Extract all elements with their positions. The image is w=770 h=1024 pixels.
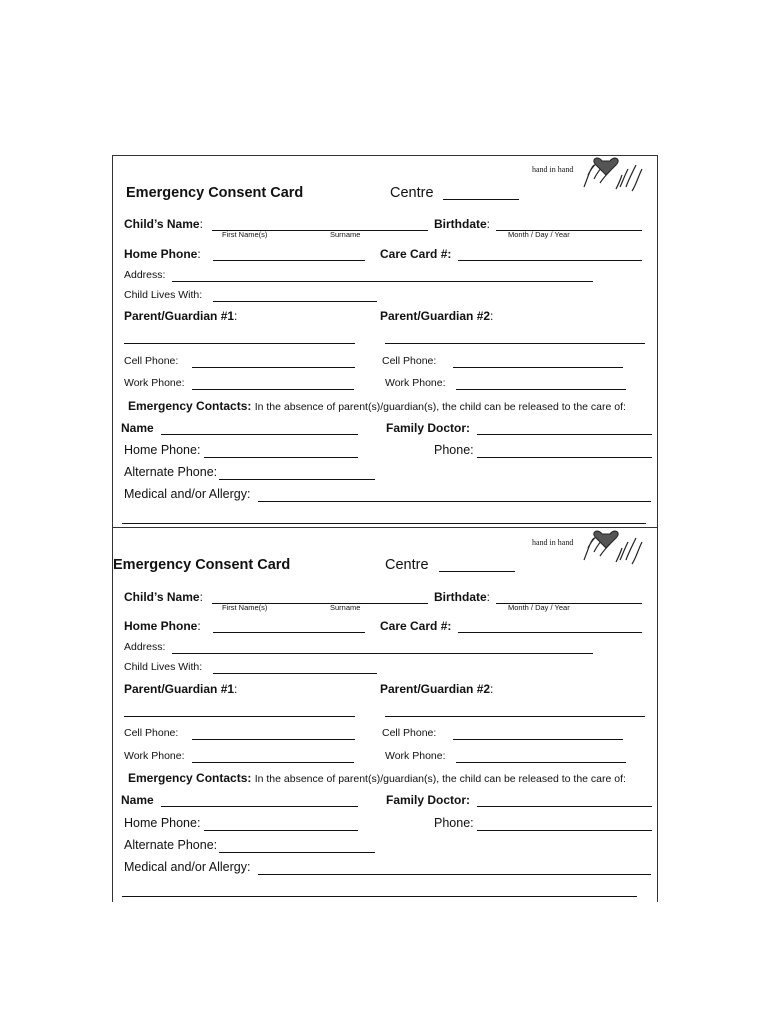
guardian1-cell-phone-field[interactable] [192, 739, 355, 740]
guardian1-label: Parent/Guardian #1 [124, 682, 235, 696]
guardian2-label: Parent/Guardian #2 [380, 682, 491, 696]
surname-hint: Surname [330, 230, 361, 239]
doctor-phone-label: Phone: [434, 443, 474, 457]
medical-allergy-field[interactable] [258, 501, 651, 502]
hands-heart-icon [582, 155, 644, 197]
card-title: Emergency Consent Card [126, 185, 304, 201]
guardian1-label: Parent/Guardian #1 [124, 309, 235, 323]
guardian2-work-phone-field[interactable] [456, 762, 626, 763]
care-card-field[interactable] [458, 260, 642, 261]
family-doctor-field[interactable] [477, 434, 652, 435]
child-lives-with-label: Child Lives With: [124, 289, 203, 301]
emergency-contacts-note: In the absence of parent(s)/guardian(s), the child can be released to the care of: [254, 773, 626, 785]
home-phone-field[interactable] [213, 260, 365, 261]
surname-hint: Surname [330, 603, 361, 612]
emergency-consent-card-2: Emergency Consent Card Centre hand in hand Child’s Name: First Name(s) Surname Birthdate: Month / Day / Year Home Phone: Care Card #: Address: Child Lives With: Parent/Guardian #1: Parent/Guardian #2: Cell Phone: Cell Phone: Work Phone: Work Phone: Emergency Contacts: In the absence of parent(s)/guardian(s), the child can be released to the care of: Name Family Doctor: Home Phone: Phone: Alternate Phone: Medical and/or Allergy: [0, 528, 770, 900]
alternate-phone-field[interactable] [219, 852, 375, 853]
logo-wordmark: hand in hand [532, 538, 574, 547]
medical-allergy-field-line-2[interactable] [122, 523, 646, 524]
card-title: Emergency Consent Card [113, 557, 291, 573]
child-lives-with-label: Child Lives With: [124, 661, 203, 673]
hand-in-hand-logo [532, 155, 644, 197]
child-lives-with-field[interactable] [213, 301, 377, 302]
logo-wordmark: hand in hand [532, 165, 574, 174]
alternate-phone-label: Alternate Phone: [124, 838, 218, 852]
guardian2-work-phone-field[interactable] [456, 389, 626, 390]
care-card-label: Care Card #: [380, 619, 452, 633]
medical-allergy-label: Medical and/or Allergy: [124, 487, 251, 501]
guardian2-cell-phone-label: Cell Phone: [382, 727, 437, 739]
contact-home-phone-field[interactable] [204, 457, 358, 458]
home-phone-label: Home Phone [124, 619, 198, 633]
guardian2-label: Parent/Guardian #2 [380, 309, 491, 323]
emergency-contacts-label: Emergency Contacts: [128, 399, 252, 413]
address-field[interactable] [172, 281, 593, 282]
birthdate-label: Birthdate [434, 217, 487, 231]
care-card-field[interactable] [458, 632, 642, 633]
guardian1-cell-phone-label: Cell Phone: [124, 355, 179, 367]
guardian2-cell-phone-label: Cell Phone: [382, 355, 437, 367]
childs-name-label: Child’s Name [124, 590, 200, 604]
guardian2-cell-phone-field[interactable] [453, 367, 623, 368]
childs-name-label: Child’s Name [124, 217, 200, 231]
contact-name-field[interactable] [161, 434, 358, 435]
guardian1-name-field[interactable] [124, 343, 355, 344]
birthdate-label: Birthdate [434, 590, 487, 604]
contact-name-label: Name [121, 421, 154, 435]
address-label: Address: [124, 269, 166, 281]
address-field[interactable] [172, 653, 593, 654]
guardian1-cell-phone-field[interactable] [192, 367, 355, 368]
centre-field[interactable] [443, 199, 519, 200]
care-card-label: Care Card #: [380, 247, 452, 261]
contact-name-field[interactable] [161, 806, 358, 807]
alternate-phone-label: Alternate Phone: [124, 465, 218, 479]
date-format-hint: Month / Day / Year [508, 230, 570, 239]
guardian1-work-phone-label: Work Phone: [124, 750, 185, 762]
doctor-phone-field[interactable] [477, 830, 652, 831]
guardian2-cell-phone-field[interactable] [453, 739, 623, 740]
medical-allergy-field-line-2[interactable] [122, 896, 637, 897]
guardian2-work-phone-label: Work Phone: [385, 750, 446, 762]
first-names-hint: First Name(s) [222, 230, 268, 239]
guardian2-name-field[interactable] [385, 716, 645, 717]
guardian1-name-field[interactable] [124, 716, 355, 717]
family-doctor-label: Family Doctor: [386, 793, 471, 807]
guardian1-cell-phone-label: Cell Phone: [124, 727, 179, 739]
first-names-hint: First Name(s) [222, 603, 268, 612]
contact-name-label: Name [121, 793, 154, 807]
hand-in-hand-logo [532, 528, 644, 570]
emergency-consent-card-1: Emergency Consent Card Centre hand in hand Child’s Name: First Name(s) Surname Birthdate: Month / Day / Year Home Phone: Care Card #: Address: Child Lives With: Parent/Guardian #1: Parent/Guardian #2: Cell Phone: Cell Phone: Work Phone: Work Phone: Emergency Contacts: In the absence of parent(s)/guardian(s), the child can be released to the care of: Name Family Doctor: Home Phone: Phone: Alternate Phone: Medical and/or Allergy: [0, 155, 770, 527]
address-label: Address: [124, 641, 166, 653]
date-format-hint: Month / Day / Year [508, 603, 570, 612]
home-phone-label: Home Phone [124, 247, 198, 261]
guardian1-work-phone-field[interactable] [192, 762, 354, 763]
guardian2-work-phone-label: Work Phone: [385, 377, 446, 389]
centre-label: Centre [385, 557, 429, 573]
emergency-contacts-note: In the absence of parent(s)/guardian(s), the child can be released to the care of: [254, 401, 626, 413]
child-lives-with-field[interactable] [213, 673, 377, 674]
medical-allergy-field[interactable] [258, 874, 651, 875]
medical-allergy-label: Medical and/or Allergy: [124, 860, 251, 874]
family-doctor-label: Family Doctor: [386, 421, 471, 435]
doctor-phone-label: Phone: [434, 816, 474, 830]
guardian1-work-phone-field[interactable] [192, 389, 354, 390]
home-phone-field[interactable] [213, 632, 365, 633]
contact-home-phone-label: Home Phone: [124, 443, 201, 457]
alternate-phone-field[interactable] [219, 479, 375, 480]
contact-home-phone-field[interactable] [204, 830, 358, 831]
guardian1-work-phone-label: Work Phone: [124, 377, 185, 389]
guardian2-name-field[interactable] [385, 343, 645, 344]
doctor-phone-field[interactable] [477, 457, 652, 458]
hands-heart-icon [582, 528, 644, 570]
contact-home-phone-label: Home Phone: [124, 816, 201, 830]
centre-field[interactable] [439, 571, 515, 572]
centre-label: Centre [390, 185, 434, 201]
family-doctor-field[interactable] [477, 806, 652, 807]
emergency-contacts-label: Emergency Contacts: [128, 771, 252, 785]
